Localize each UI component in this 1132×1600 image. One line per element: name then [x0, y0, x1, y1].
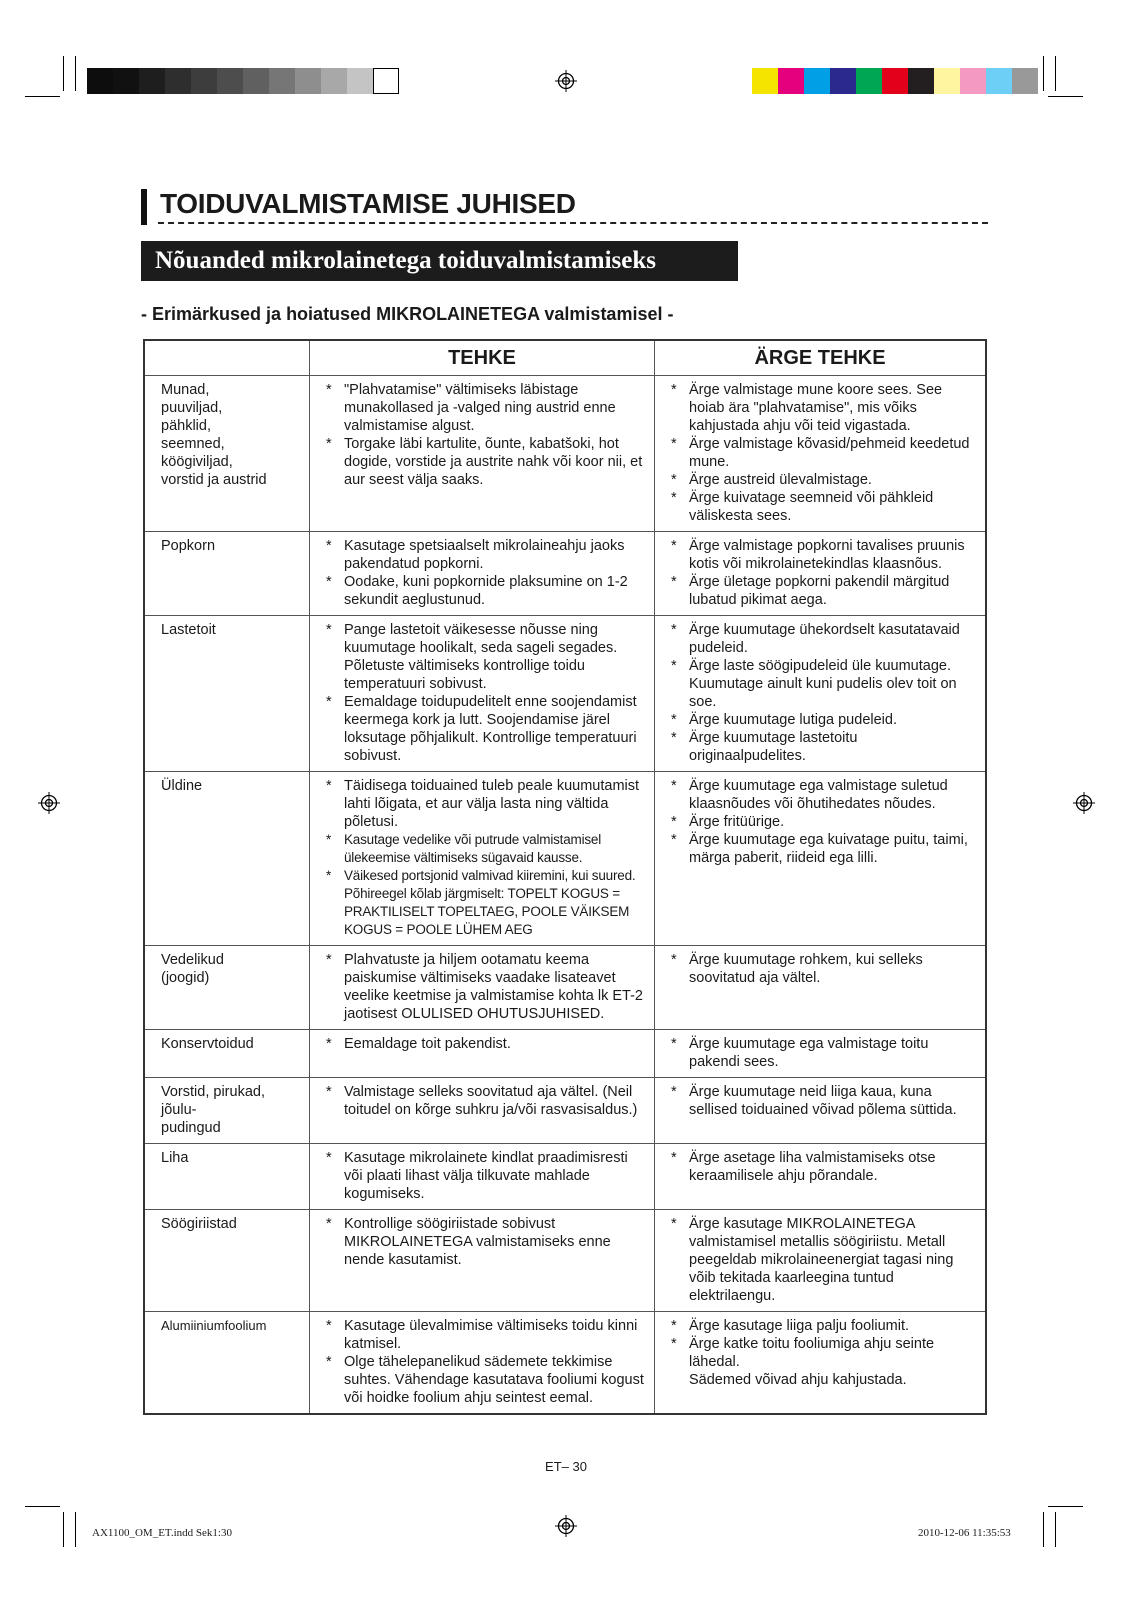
color-swatch	[269, 68, 295, 94]
dont-cell	[655, 616, 987, 772]
tips-table	[143, 339, 987, 1415]
tip-item: * Kasutage ülevalmimise vältimiseks toidu kinni katmisel.	[326, 1317, 644, 1353]
color-swatch	[908, 68, 934, 94]
do-cell	[310, 1210, 655, 1312]
row-category: Popkorn	[144, 532, 310, 616]
do-cell	[310, 946, 655, 1030]
tip-item: * Ärge kuumutage neid liiga kaua, kuna sellised toiduained võivad põlema süttida.	[671, 1083, 975, 1119]
tip-item: * Ärge fritüürige.	[671, 813, 975, 831]
do-cell	[310, 1030, 655, 1078]
tip-item: * Väikesed portsjonid valmivad kiiremini, kui suured. Põhireegel kõlab järgmiselt: TOPELT KOGUS = PRAKTILISELT TOPELTAEG, POOLE VÄIKSEM KOGUS = POOLE LÜHEM AEG	[326, 867, 644, 939]
table-row	[144, 532, 986, 616]
tip-item: * Ärge kuumutage lastetoitu originaalpudelites.	[671, 729, 975, 765]
crop-mark	[1043, 1512, 1044, 1547]
footer-timestamp: 2010-12-06 11:35:53	[918, 1527, 1011, 1539]
crop-mark	[63, 1512, 64, 1547]
section-marker	[141, 189, 147, 225]
crop-mark	[1055, 56, 1056, 91]
row-category: Lastetoit	[144, 616, 310, 772]
crop-mark	[1043, 56, 1044, 91]
registration-mark-icon	[555, 1515, 577, 1537]
color-swatch	[960, 68, 986, 94]
crop-mark	[75, 1512, 76, 1547]
tip-item: * Ärge kuumutage ühekordselt kasutatavaid pudeleid.	[671, 621, 975, 657]
row-category: Vedelikud (joogid)	[144, 946, 310, 1030]
tip-item: * Ärge ületage popkorni pakendil märgitud lubatud pikimat aega.	[671, 573, 975, 609]
subsection-banner: Nõuanded mikrolainetega toiduvalmistamiseks	[141, 241, 738, 281]
do-cell	[310, 532, 655, 616]
do-cell	[310, 616, 655, 772]
table-row	[144, 1078, 986, 1144]
header-do: TEHKE	[310, 340, 655, 376]
table-row	[144, 1144, 986, 1210]
dont-cell	[655, 532, 987, 616]
do-cell	[310, 1144, 655, 1210]
tip-item: * Ärge kuumutage ega valmistage suletud klaasnõudes või õhutihedates nõudes.	[671, 777, 975, 813]
tip-item: * Ärge kuumutage rohkem, kui selleks soovitatud aja vältel.	[671, 951, 975, 987]
footer-file-info: AX1100_OM_ET.indd Sek1:30	[92, 1527, 232, 1539]
color-swatch	[191, 68, 217, 94]
tip-item: * Ärge kuumutage ega valmistage toitu pakendi sees.	[671, 1035, 975, 1071]
color-swatch	[1012, 68, 1038, 94]
title-dashed-rule	[158, 222, 988, 224]
tip-item: * Kasutage vedelike või putrude valmistamisel ülekeemise vältimiseks sügavaid kausse.	[326, 831, 644, 867]
dont-cell	[655, 1312, 987, 1415]
tip-item: * Ärge asetage liha valmistamiseks otse keraamilisele ahju põrandale.	[671, 1149, 975, 1185]
row-category: Munad, puuviljad, pähklid, seemned, köögiviljad, vorstid ja austrid	[144, 376, 310, 532]
row-category: Liha	[144, 1144, 310, 1210]
table-row	[144, 616, 986, 772]
color-swatch	[295, 68, 321, 94]
row-category: Konservtoidud	[144, 1030, 310, 1078]
do-cell	[310, 376, 655, 532]
tip-item: * Ärge kasutage MIKROLAINETEGA valmistamisel metallis söögiriistu. Metall peegeldab mikrolaineenergiat tagasi ning võib tekitada kaarleegina tuntud elektrilaengu.	[671, 1215, 975, 1305]
table-row	[144, 1210, 986, 1312]
dont-cell	[655, 946, 987, 1030]
tip-item: * Ärge valmistage kõvasid/pehmeid keedetud mune.	[671, 435, 975, 471]
registration-mark-icon	[1073, 792, 1095, 814]
tip-item: * Ärge kuumutage ega kuivatage puitu, taimi, märga paberit, riideid ega lilli.	[671, 831, 975, 867]
color-swatch	[217, 68, 243, 94]
tip-item: * Ärge kuivatage seemneid või pähkleid väliskesta sees.	[671, 489, 975, 525]
tip-item: * Olge tähelepanelikud sädemete tekkimise suhtes. Vähendage kasutatava fooliumi kogust või hoidke foolium ahju seintest eemal.	[326, 1353, 644, 1407]
crop-mark	[25, 96, 60, 97]
color-swatch	[139, 68, 165, 94]
tip-item: * "Plahvatamise" vältimiseks läbistage munakollased ja -valged ning austrid enne valmistamise algust.	[326, 381, 644, 435]
dont-cell	[655, 772, 987, 946]
do-cell	[310, 1078, 655, 1144]
tip-note: Sädemed võivad ahju kahjustada.	[689, 1372, 907, 1388]
table-row	[144, 376, 986, 532]
registration-mark-icon	[38, 792, 60, 814]
crop-mark	[25, 1506, 60, 1507]
tip-item: * Eemaldage toit pakendist.	[326, 1035, 644, 1053]
row-category: Vorstid, pirukad, jõulu- pudingud	[144, 1078, 310, 1144]
tip-item: * Pange lastetoit väikesesse nõusse ning kuumutage hoolikalt, seda sageli segades. Põletuste vältimiseks kontrollige toidu temperatuuri sobivust.	[326, 621, 644, 693]
color-swatch	[165, 68, 191, 94]
color-swatch	[373, 68, 399, 94]
grayscale-color-bar	[87, 68, 399, 94]
crop-mark	[1048, 96, 1083, 97]
tip-item: * Eemaldage toidupudelitelt enne soojendamist keermega kork ja lutt. Soojendamise järel loksutage põhjalikult. Kontrollige temperatuuri sobivust.	[326, 693, 644, 765]
color-swatch	[778, 68, 804, 94]
color-swatch	[986, 68, 1012, 94]
color-swatch	[882, 68, 908, 94]
row-category: Üldine	[144, 772, 310, 946]
header-category	[144, 340, 310, 376]
table-row	[144, 772, 986, 946]
tip-item: * Valmistage selleks soovitatud aja vältel. (Neil toitudel on kõrge suhkru ja/või rasvasisaldus.)	[326, 1083, 644, 1119]
color-swatch	[347, 68, 373, 94]
tip-item: * Ärge katke toitu fooliumiga ahju seinte lähedal.	[671, 1335, 975, 1371]
row-category: Söögiriistad	[144, 1210, 310, 1312]
do-cell	[310, 1312, 655, 1415]
dont-cell	[655, 376, 987, 532]
process-color-bar	[752, 68, 1038, 94]
tip-item: * Ärge valmistage mune koore sees. See hoiab ära "plahvatamise", mis võiks kahjustada ahju või teid vigastada.	[671, 381, 975, 435]
page-number: ET– 30	[545, 1459, 587, 1474]
tip-item: * Kasutage mikrolainete kindlat praadimisresti või plaati lihast välja tilkuvate mahlade kogumiseks.	[326, 1149, 644, 1203]
color-swatch	[752, 68, 778, 94]
dont-cell	[655, 1210, 987, 1312]
color-swatch	[934, 68, 960, 94]
table-row	[144, 1030, 986, 1078]
color-swatch	[113, 68, 139, 94]
crop-mark	[75, 56, 76, 91]
color-swatch	[804, 68, 830, 94]
section-title: TOIDUVALMISTAMISE JUHISED	[160, 188, 576, 219]
dont-cell	[655, 1078, 987, 1144]
crop-mark	[1055, 1512, 1056, 1547]
table-row	[144, 1312, 986, 1415]
dont-cell	[655, 1030, 987, 1078]
table-header-row	[144, 340, 986, 376]
tip-item: * Torgake läbi kartulite, õunte, kabatšoki, hot dogide, vorstide ja austrite nahk või koor nii, et aur seest välja saaks.	[326, 435, 644, 489]
tip-item: * Oodake, kuni popkornide plaksumine on 1-2 sekundit aeglustunud.	[326, 573, 644, 609]
crop-mark	[1048, 1506, 1083, 1507]
crop-mark	[63, 56, 64, 91]
registration-mark-icon	[555, 70, 577, 92]
color-swatch	[243, 68, 269, 94]
tip-item: * Ärge kasutage liiga palju fooliumit.	[671, 1317, 975, 1335]
color-swatch	[321, 68, 347, 94]
table-subheading: - Erimärkused ja hoiatused MIKROLAINETEGA valmistamisel -	[141, 304, 674, 324]
tip-item: * Kontrollige söögiriistade sobivust MIKROLAINETEGA valmistamiseks enne nende kasutamist.	[326, 1215, 644, 1269]
tip-item: * Ärge kuumutage lutiga pudeleid.	[671, 711, 975, 729]
color-swatch	[856, 68, 882, 94]
tip-item: * Plahvatuste ja hiljem ootamatu keema paiskumise vältimiseks vaadake lisateavet veelike keetmise ja valmistamise kohta lk ET-2 jaotisest OLULISED OHUTUSJUHISED.	[326, 951, 644, 1023]
tip-item: * Ärge austreid ülevalmistage.	[671, 471, 975, 489]
tip-item: * Ärge laste söögipudeleid üle kuumutage. Kuumutage ainult kuni pudelis olev toit on soe.	[671, 657, 975, 711]
tip-item: * Täidisega toiduained tuleb peale kuumutamist lahti lõigata, et aur välja lasta ning vältida põletusi.	[326, 777, 644, 831]
tip-item: * Ärge valmistage popkorni tavalises pruunis kotis või mikrolainetekindlas klaasnõus.	[671, 537, 975, 573]
header-dont: ÄRGE TEHKE	[655, 340, 987, 376]
tip-item: * Kasutage spetsiaalselt mikrolaineahju jaoks pakendatud popkorni.	[326, 537, 644, 573]
color-swatch	[830, 68, 856, 94]
row-category: Alumiiniumfoolium	[144, 1312, 310, 1415]
dont-cell	[655, 1144, 987, 1210]
do-cell	[310, 772, 655, 946]
table-row	[144, 946, 986, 1030]
color-swatch	[87, 68, 113, 94]
